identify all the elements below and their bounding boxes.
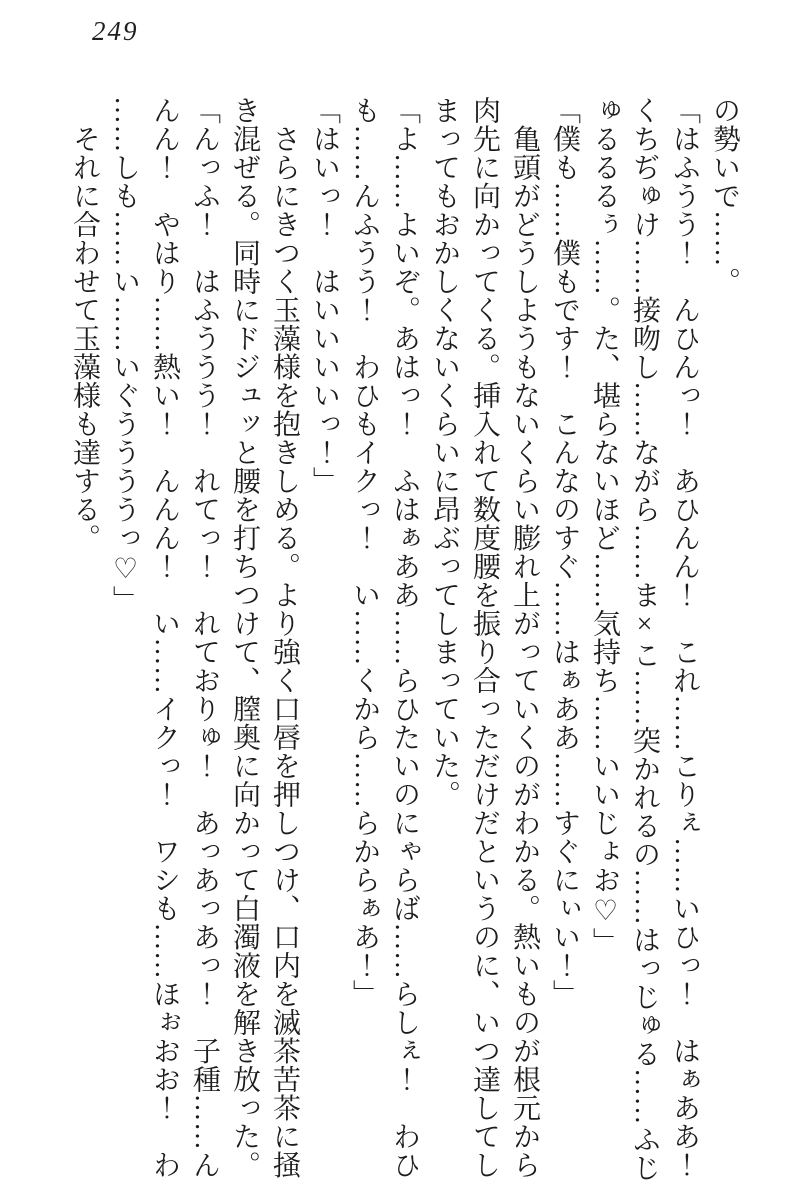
text-line: まってもおかしくないくらいに昂ぶってしまっていた。 — [429, 96, 460, 809]
text-line: 肉先に向かってくる。挿入れて数度腰を振り合っただけだというのに、いつ達してし — [469, 96, 500, 1179]
text-line: くちぢゅけ……接吻し……ながら……ま×こ……突かれるの……はっじゅる……ふじ — [629, 96, 660, 1182]
text-line: 「よ……よいぞ。あはっ！ ふはぁああ……らひたいのにゃらば……らしぇ！ わひ — [389, 96, 420, 1179]
text-line: 「僕も……僕もです！ こんなのすぐ……はぁああ……すぐにぃい！」 — [549, 96, 580, 1008]
text-line: き混ぜる。同時にドジュッと腰を打ちつけて、膣奥に向かって白濁液を解き放った。 — [229, 96, 260, 1179]
text-line: んん！ やはり……熱い！ んんん！ い……イクっ！ ワシも……ほぉおお！ わ — [149, 96, 180, 1179]
text-line: 「はふうう！ んひんっ！ あひんん！ これ……こりぇ……いひっ！ はぁああ！ — [669, 96, 700, 1179]
text-line: も……んふうう！ わひもイクっ！ い……くから……らからぁあ！」 — [349, 96, 380, 1008]
text-line: 「はいっ！ はいいいいっ！」 — [309, 96, 340, 495]
text-line: さらにきつく玉藻様を抱きしめる。より強く口唇を押しつけ、口内を滅茶苦茶に掻 — [269, 96, 300, 1179]
text-line: の勢いで……。 — [709, 96, 740, 296]
text-line: 亀頭がどうしようもないくらい膨れ上がっていくのがわかる。熱いものが根元から — [509, 96, 540, 1179]
text-line: 「んっふ！ はふううう！ れてっ！ れておりゅ！ あっあっあっ！ 子種……ん — [189, 96, 220, 1179]
page-number: 249 — [92, 16, 139, 46]
body-text — [64, 96, 744, 1188]
text-line: ゅるるるぅ……。た、堪らないほど……気持ち……いいじょお♡」 — [589, 96, 620, 956]
text-line: ……しも……い……いぐううううっ♡」 — [109, 96, 140, 614]
text-line: それに合わせて玉藻様も達する。 — [69, 96, 100, 552]
